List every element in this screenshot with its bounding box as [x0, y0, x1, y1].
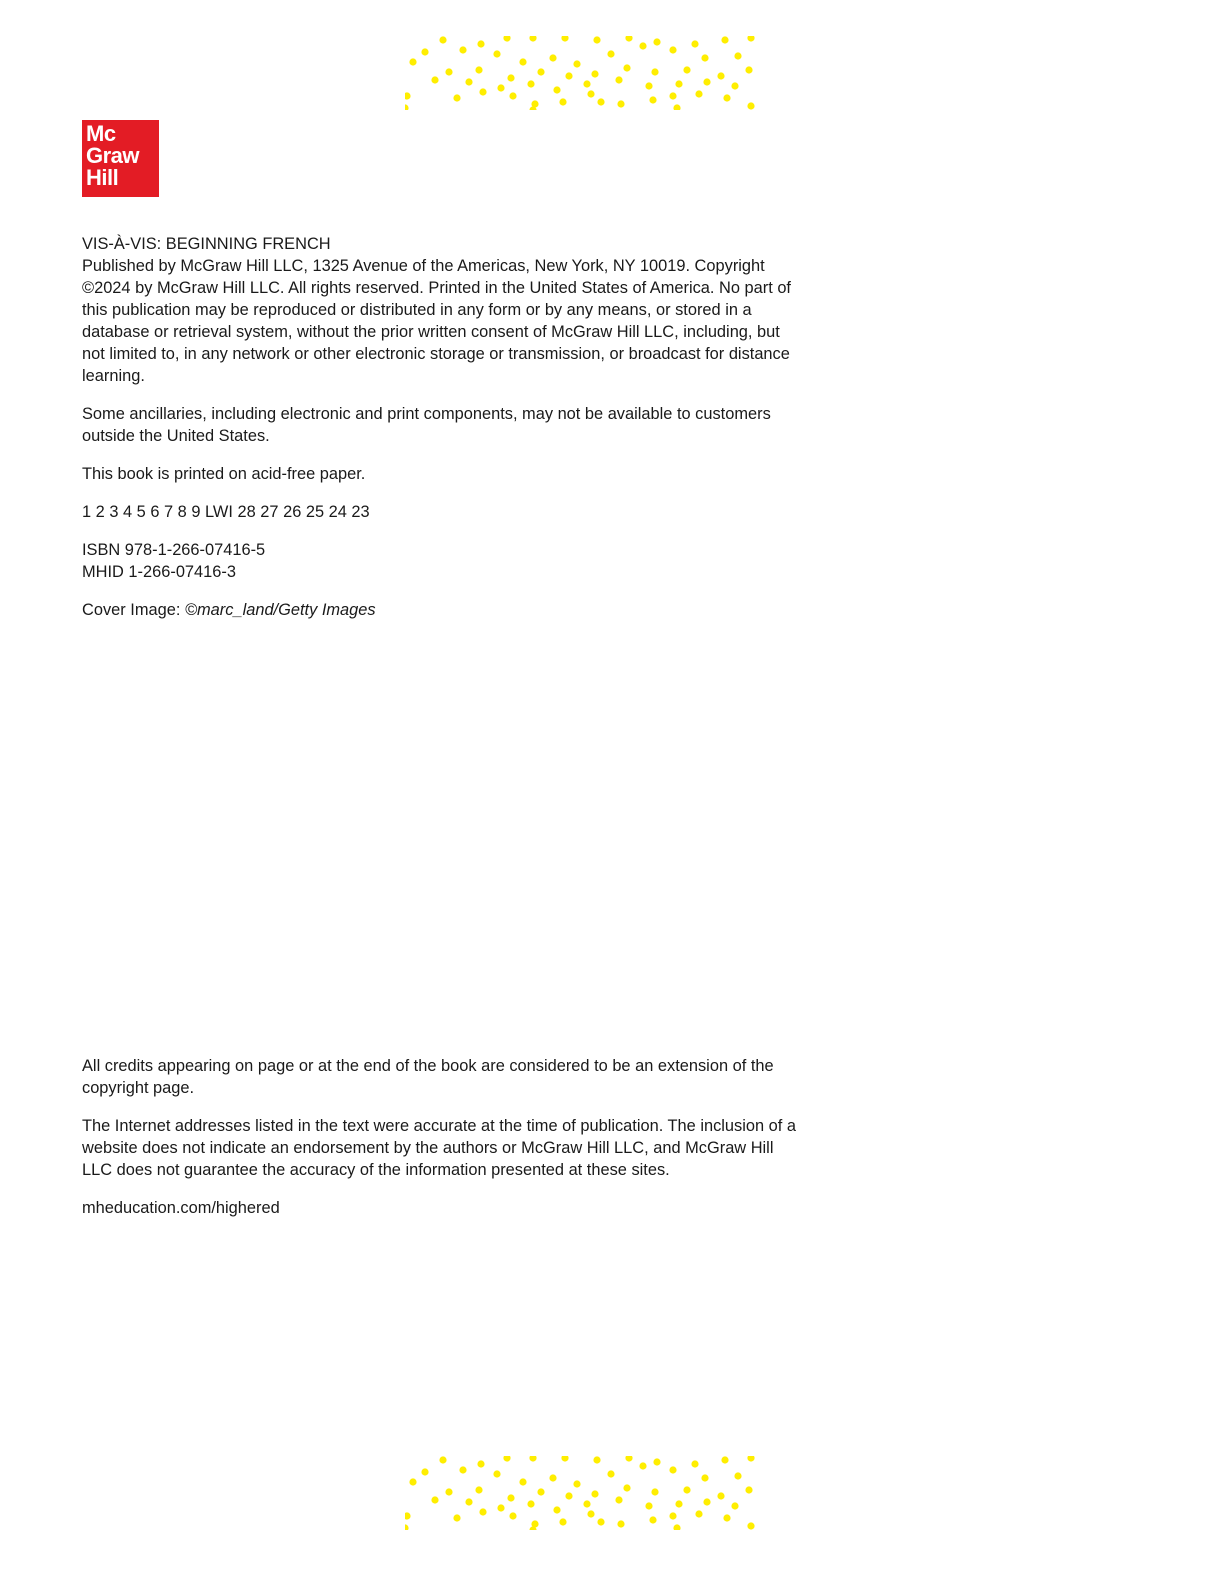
decorative-dot — [583, 1500, 590, 1507]
decorative-dot — [459, 46, 466, 53]
decorative-dot — [597, 98, 604, 105]
decorative-dot — [537, 1488, 544, 1495]
ancillaries-notice: Some ancillaries, including electronic and print components, may not be available to customers outside the United States. — [82, 405, 771, 445]
decorative-dot — [561, 1456, 568, 1462]
decorative-dot — [439, 36, 446, 43]
decorative-dot — [561, 36, 568, 42]
decorative-dot — [695, 90, 702, 97]
decorative-dot — [431, 76, 438, 83]
website-link: mheducation.com/highered — [82, 1199, 280, 1217]
decorative-dot — [477, 40, 484, 47]
decorative-dot — [731, 1502, 738, 1509]
decorative-dot — [734, 52, 741, 59]
decorative-dot — [723, 94, 730, 101]
decorative-dot — [445, 68, 452, 75]
decorative-dot — [493, 1470, 500, 1477]
decorative-dot — [673, 104, 680, 110]
decorative-dot — [745, 1486, 752, 1493]
decorative-dot — [747, 36, 754, 42]
decorative-dot — [669, 1466, 676, 1473]
copyright-block — [82, 233, 807, 637]
decorative-dot — [745, 66, 752, 73]
decorative-dot — [565, 1492, 572, 1499]
decorative-dot — [405, 1512, 411, 1519]
decorative-dot — [625, 1456, 632, 1462]
decorative-dot — [691, 1460, 698, 1467]
decorative-dot — [409, 1478, 416, 1485]
decorative-dot — [653, 1458, 660, 1465]
decorative-dot — [615, 1496, 622, 1503]
footer-block — [82, 1055, 807, 1235]
decorative-dot — [669, 46, 676, 53]
decorative-dot — [507, 74, 514, 81]
decorative-dot — [639, 1462, 646, 1469]
decorative-dot — [445, 1488, 452, 1495]
decorative-dot — [479, 88, 486, 95]
decorative-dot — [421, 48, 428, 55]
mhid: MHID 1-266-07416-3 — [82, 563, 236, 581]
yellow-dot-pattern-bottom — [405, 1456, 755, 1530]
decorative-dot — [529, 1456, 536, 1462]
decorative-dot — [509, 92, 516, 99]
decorative-dot — [421, 1468, 428, 1475]
decorative-dot — [701, 1474, 708, 1481]
decorative-dot — [439, 1456, 446, 1463]
decorative-dot — [549, 54, 556, 61]
decorative-dot — [717, 72, 724, 79]
decorative-dot — [747, 102, 754, 109]
decorative-dot — [649, 1516, 656, 1523]
decorative-dot — [453, 94, 460, 101]
decorative-dot — [651, 1488, 658, 1495]
decorative-dot — [573, 1480, 580, 1487]
logo-line-graw: Graw — [86, 143, 140, 168]
decorative-dot — [651, 68, 658, 75]
decorative-dot — [553, 1506, 560, 1513]
decorative-dot — [615, 76, 622, 83]
book-title: VIS-À-VIS: BEGINNING FRENCH — [82, 235, 331, 253]
decorative-dot — [673, 1524, 680, 1530]
decorative-dot — [497, 84, 504, 91]
decorative-dot — [593, 36, 600, 43]
decorative-dot — [717, 1492, 724, 1499]
decorative-dot — [747, 1456, 754, 1462]
decorative-dot — [675, 80, 682, 87]
logo-line-mc: Mc — [86, 121, 116, 146]
yellow-dot-pattern-top — [405, 36, 755, 110]
decorative-dot — [519, 58, 526, 65]
decorative-dot — [639, 42, 646, 49]
decorative-dot — [625, 36, 632, 42]
decorative-dot — [405, 92, 411, 99]
decorative-dot — [405, 1524, 409, 1530]
paper-notice: This book is printed on acid-free paper. — [82, 465, 366, 483]
decorative-dot — [507, 1494, 514, 1501]
decorative-dot — [459, 1466, 466, 1473]
cover-image-credit — [82, 599, 807, 621]
decorative-dot — [529, 36, 536, 42]
decorative-dot — [549, 1474, 556, 1481]
decorative-dot — [475, 66, 482, 73]
decorative-dot — [747, 1522, 754, 1529]
decorative-dot — [477, 1460, 484, 1467]
decorative-dot — [559, 98, 566, 105]
decorative-dot — [645, 82, 652, 89]
decorative-dot — [409, 58, 416, 65]
decorative-dot — [721, 1456, 728, 1463]
decorative-dot — [509, 1512, 516, 1519]
decorative-dot — [645, 1502, 652, 1509]
cover-image-label: Cover Image: — [82, 601, 185, 619]
decorative-dot — [691, 40, 698, 47]
printing-line: 1 2 3 4 5 6 7 8 9 LWI 28 27 26 25 24 23 — [82, 503, 370, 521]
decorative-dot — [669, 92, 676, 99]
cover-image-source: ©marc_land/Getty Images — [184, 601, 376, 619]
decorative-dot — [593, 1456, 600, 1463]
decorative-dot — [723, 1514, 730, 1521]
decorative-dot — [591, 1490, 598, 1497]
decorative-dot — [669, 1512, 676, 1519]
credits-notice: All credits appearing on page or at the end of the book are considered to be an extension of the copyright page. — [82, 1057, 774, 1097]
decorative-dot — [583, 80, 590, 87]
decorative-dot — [465, 1498, 472, 1505]
decorative-dot — [607, 1470, 614, 1477]
decorative-dot — [527, 1500, 534, 1507]
decorative-dot — [617, 1520, 624, 1527]
decorative-dot — [675, 1500, 682, 1507]
decorative-dot — [587, 1510, 594, 1517]
mcgraw-hill-logo — [82, 120, 159, 197]
internet-notice: The Internet addresses listed in the text were accurate at the time of publication. The inclusion of a website does not indicate an endorsement by the authors or McGraw Hill LLC, and McGraw Hill LLC does not guarantee the accuracy of the information presented at these sites. — [82, 1117, 797, 1179]
isbn: ISBN 978-1-266-07416-5 — [82, 541, 266, 559]
logo-line-hill: Hill — [86, 165, 119, 190]
decorative-dot — [553, 86, 560, 93]
decorative-dot — [479, 1508, 486, 1515]
decorative-dot — [649, 96, 656, 103]
decorative-dot — [503, 36, 510, 42]
decorative-dot — [695, 1510, 702, 1517]
decorative-dot — [497, 1504, 504, 1511]
decorative-dot — [537, 68, 544, 75]
decorative-dot — [405, 104, 409, 110]
decorative-dot — [527, 80, 534, 87]
decorative-dot — [519, 1478, 526, 1485]
decorative-dot — [559, 1518, 566, 1525]
decorative-dot — [623, 1484, 630, 1491]
decorative-dot — [683, 1486, 690, 1493]
decorative-dot — [475, 1486, 482, 1493]
decorative-dot — [431, 1496, 438, 1503]
decorative-dot — [701, 54, 708, 61]
decorative-dot — [587, 90, 594, 97]
decorative-dot — [465, 78, 472, 85]
decorative-dot — [617, 100, 624, 107]
decorative-dot — [683, 66, 690, 73]
decorative-dot — [573, 60, 580, 67]
decorative-dot — [731, 82, 738, 89]
decorative-dot — [591, 70, 598, 77]
decorative-dot — [703, 1498, 710, 1505]
decorative-dot — [453, 1514, 460, 1521]
decorative-dot — [721, 36, 728, 43]
decorative-dot — [703, 78, 710, 85]
decorative-dot — [607, 50, 614, 57]
decorative-dot — [734, 1472, 741, 1479]
decorative-dot — [653, 38, 660, 45]
decorative-dot — [503, 1456, 510, 1462]
decorative-dot — [565, 72, 572, 79]
decorative-dot — [597, 1518, 604, 1525]
decorative-dot — [623, 64, 630, 71]
decorative-dot — [493, 50, 500, 57]
publication-notice: Published by McGraw Hill LLC, 1325 Avenue of the Americas, New York, NY 10019. Copyright ©2024 by McGraw Hill LLC. All rights reserved. Printed in the United States of America. No part of this publication may be reproduced or distributed in any form or by any means, or stored in a database or retrieval system, without the prior written consent of McGraw Hill LLC, including, but not limited to, in any network or other electronic storage or transmission, or broadcast for distance learning. — [82, 257, 791, 385]
